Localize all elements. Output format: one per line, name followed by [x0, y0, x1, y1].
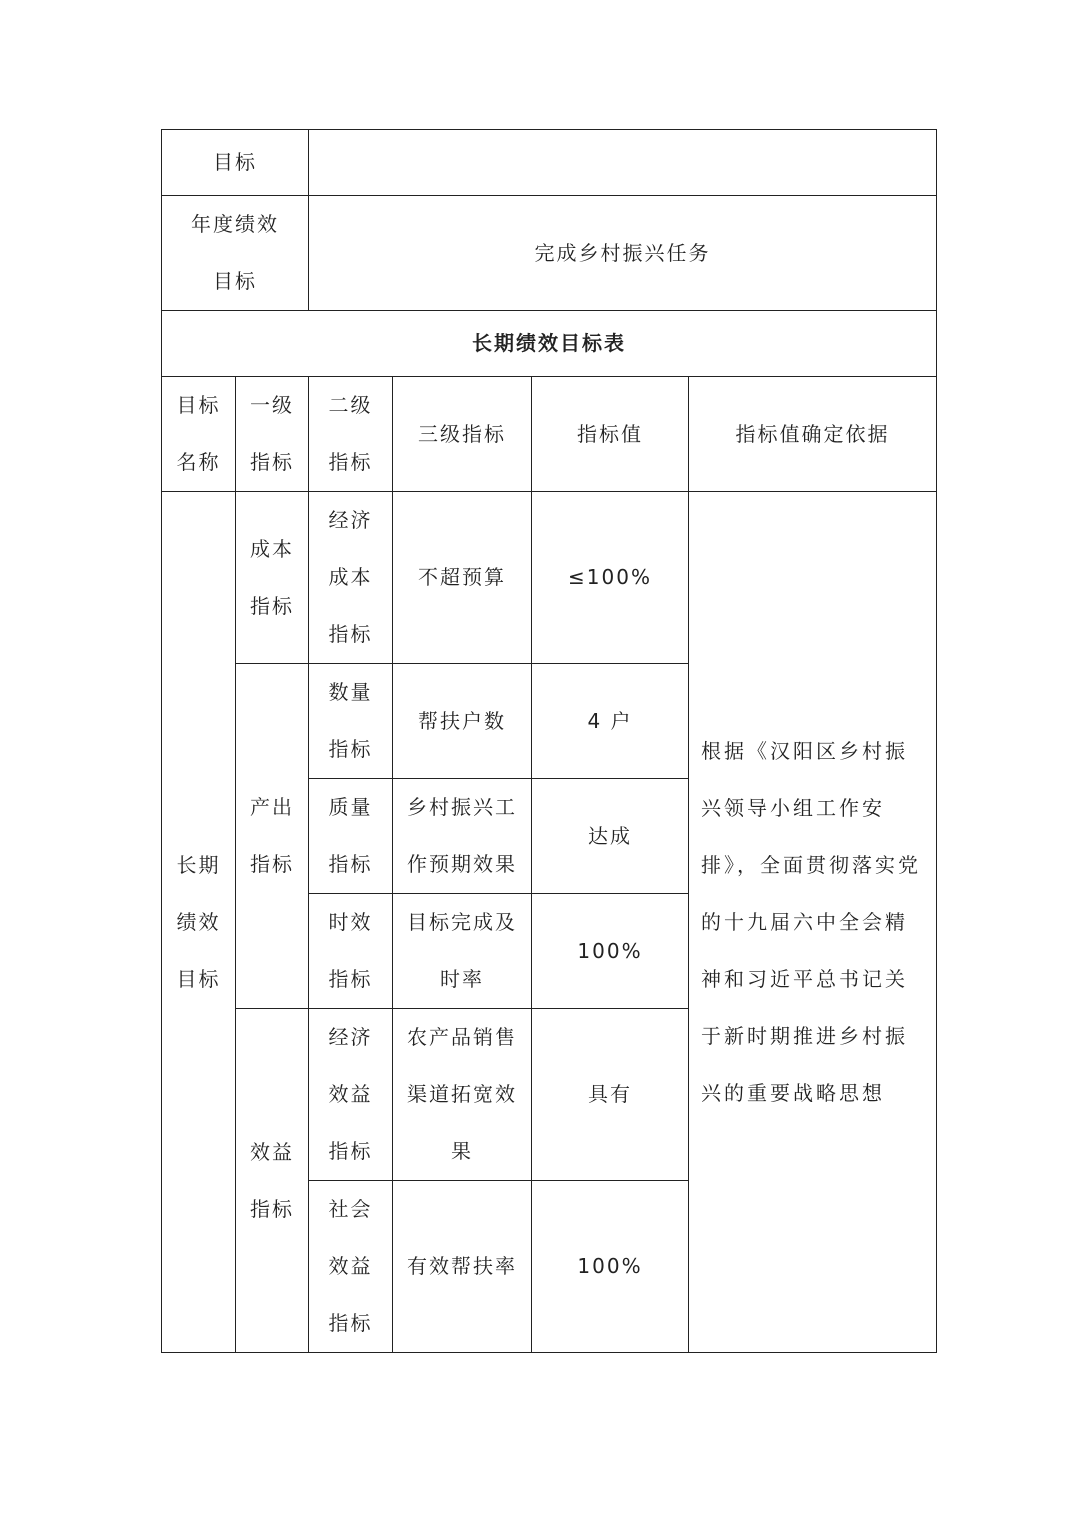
level3-text: 目标完成及 时率	[407, 910, 517, 991]
level1-cell	[236, 664, 309, 1009]
goal-name-cell	[162, 492, 236, 1353]
level3-cell	[393, 1009, 532, 1181]
value-cell	[532, 894, 689, 1009]
level1-text: 产出 指标	[250, 795, 294, 876]
value-text: 具有	[588, 1082, 632, 1106]
value-text: ≤100%	[568, 565, 652, 589]
level3-cell	[393, 779, 532, 894]
level2-text: 经济 效益 指标	[328, 1025, 373, 1163]
goal-row	[162, 130, 937, 196]
level3-cell	[393, 492, 532, 664]
header-value	[532, 377, 689, 492]
level3-text: 乡村振兴工 作预期效果	[407, 795, 517, 876]
annual-goal-value: 完成乡村振兴任务	[534, 240, 711, 265]
annual-goal-value-cell	[309, 196, 937, 311]
level3-cell	[393, 894, 532, 1009]
level3-cell	[393, 664, 532, 779]
level3-text: 帮扶户数	[418, 708, 506, 733]
level2-text: 社会 效益 指标	[328, 1197, 373, 1335]
annual-goal-label-cell	[162, 196, 309, 311]
goal-label: 目标	[213, 150, 257, 174]
value-cell	[532, 779, 689, 894]
level3-text: 农产品销售 渠道拓宽效 果	[407, 1025, 517, 1163]
level2-text: 数量 指标	[328, 680, 373, 761]
header-level3	[393, 377, 532, 492]
value-text: 4 户	[587, 708, 633, 733]
level2-cell	[309, 1009, 393, 1181]
header-row	[162, 377, 937, 492]
header-goal-name	[162, 377, 236, 492]
value-text: 100%	[577, 938, 643, 963]
value-text: 达成	[588, 823, 632, 848]
level2-cell	[309, 894, 393, 1009]
table-title-cell	[162, 311, 937, 377]
annual-goal-row	[162, 196, 937, 311]
level1-cell	[236, 492, 309, 664]
value-cell	[532, 1009, 689, 1181]
value-cell	[532, 664, 689, 779]
level1-text: 成本 指标	[250, 536, 294, 618]
table-title-row	[162, 311, 937, 377]
header-level2-text: 二级 指标	[328, 393, 373, 474]
header-level1-text: 一级 指标	[250, 393, 294, 474]
long-term-performance-table	[161, 129, 937, 1353]
header-goal-name-text: 目标 名称	[176, 393, 221, 474]
header-level1	[236, 377, 309, 492]
value-cell	[532, 492, 689, 664]
level3-text: 不超预算	[418, 565, 506, 589]
level1-cell	[236, 1009, 309, 1353]
table-title: 长期绩效目标表	[472, 331, 626, 355]
level2-text: 时效 指标	[328, 910, 373, 991]
goal-value-cell	[309, 130, 937, 196]
header-basis-text: 指标值确定依据	[735, 421, 890, 446]
basis-cell	[689, 492, 937, 1353]
level2-cell	[309, 1181, 393, 1353]
header-value-text: 指标值	[577, 421, 643, 446]
value-cell	[532, 1181, 689, 1353]
level2-text: 质量 指标	[328, 795, 373, 876]
header-basis	[689, 377, 937, 492]
level3-cell	[393, 1181, 532, 1353]
header-level2	[309, 377, 393, 492]
value-text: 100%	[577, 1254, 643, 1278]
basis-text: 根据《汉阳区乡村振兴领导小组工作安排》，全面贯彻落实党的十九届六中全会精神和习近平总书记关于新时期推进乡村振兴的重要战略思想	[701, 738, 921, 1105]
level2-cell	[309, 664, 393, 779]
level1-text: 效益 指标	[250, 1139, 294, 1221]
level3-text: 有效帮扶率	[407, 1254, 517, 1278]
table-row	[162, 492, 937, 664]
level2-cell	[309, 779, 393, 894]
goal-name-text: 长期 绩效 目标	[176, 852, 221, 991]
level2-cell	[309, 492, 393, 664]
annual-goal-label: 年度绩效 目标	[191, 212, 279, 293]
header-level3-text: 三级指标	[418, 421, 506, 446]
level2-text: 经济 成本 指标	[328, 508, 373, 646]
goal-label-cell	[162, 130, 309, 196]
